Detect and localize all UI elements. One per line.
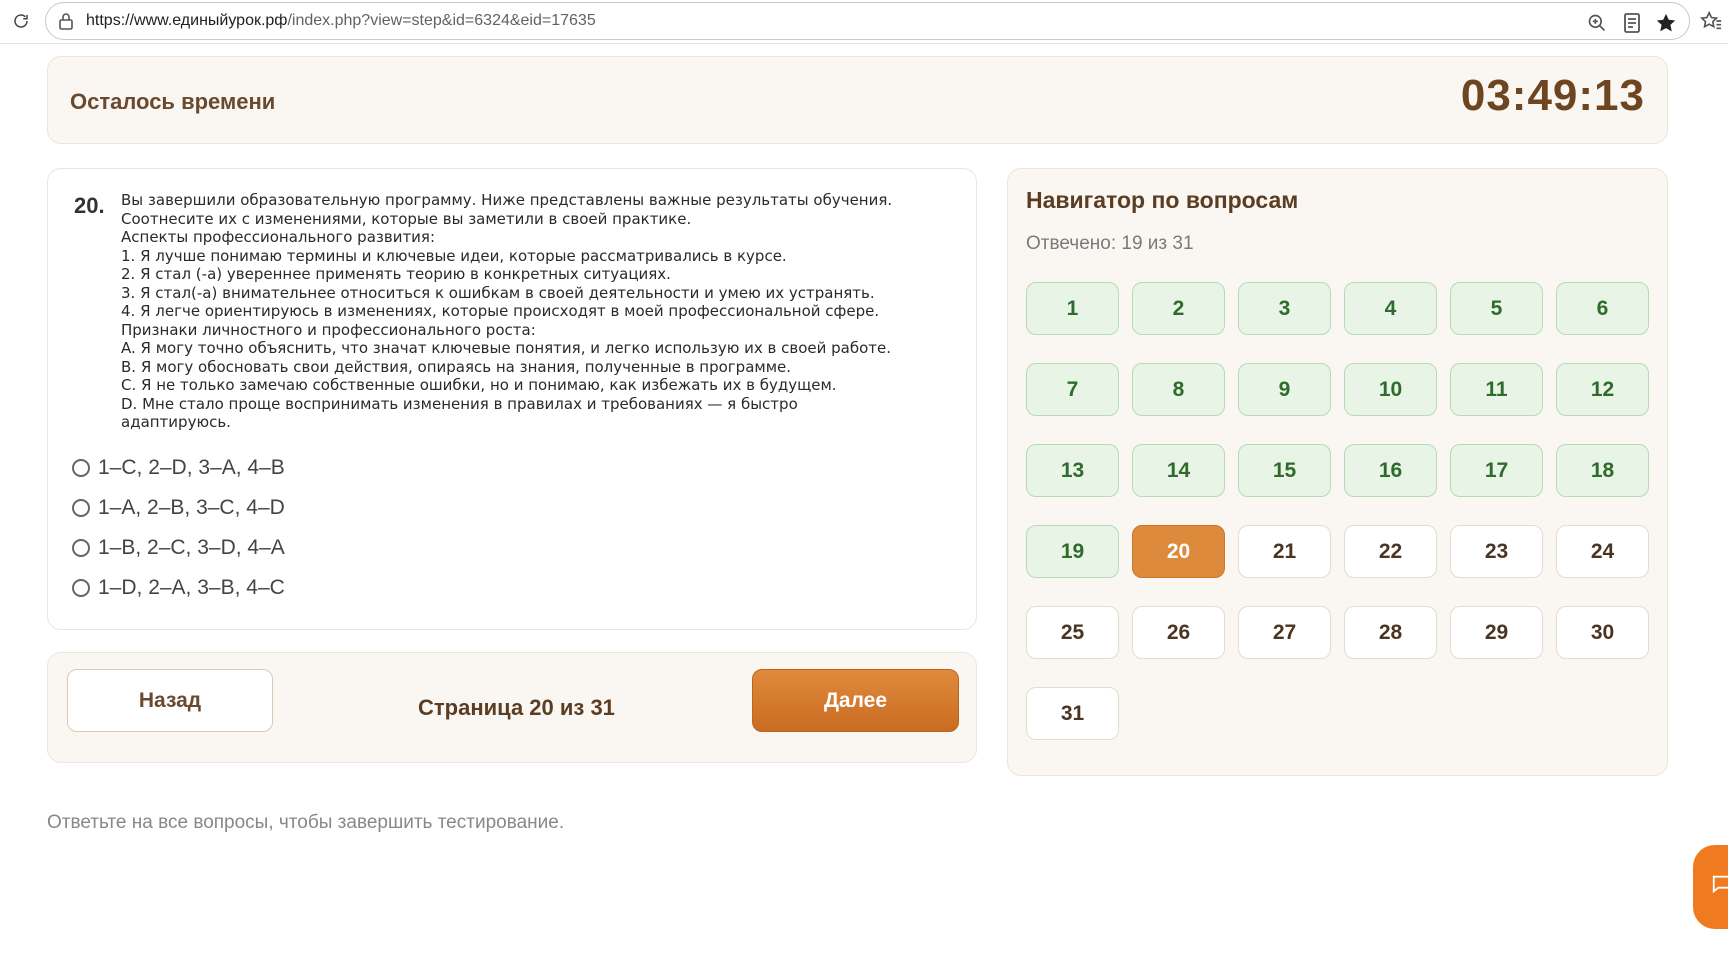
question-line: B. Я могу обосновать свои действия, опираясь на знания, полученные в программе.	[121, 357, 792, 376]
question-nav-button-2[interactable]: 2	[1132, 282, 1225, 335]
question-nav-button-26[interactable]: 26	[1132, 606, 1225, 659]
question-nav-button-7[interactable]: 7	[1026, 363, 1119, 416]
question-nav-button-9[interactable]: 9	[1238, 363, 1331, 416]
question-nav-button-4[interactable]: 4	[1344, 282, 1437, 335]
answer-option-4[interactable]	[72, 568, 285, 608]
question-line: адаптируюсь.	[121, 413, 231, 431]
question-nav-button-1[interactable]: 1	[1026, 282, 1119, 335]
star-icon[interactable]	[1655, 12, 1677, 34]
answer-option-1[interactable]	[72, 448, 285, 488]
question-nav-button-20[interactable]: 20	[1132, 525, 1225, 578]
question-nav-button-27[interactable]: 27	[1238, 606, 1331, 659]
browser-toolbar	[0, 0, 1728, 44]
question-line: 3. Я стал(-а) внимательнее относиться к ошибкам в своей деятельности и умею их устранять.	[121, 283, 875, 302]
question-nav-button-8[interactable]: 8	[1132, 363, 1225, 416]
question-line: Вы завершили образовательную программу. Ниже представлены важные результаты обучения.	[121, 191, 893, 209]
question-line: A. Я могу точно объяснить, что значат ключевые понятия, и легко использую их в своей работе.	[121, 339, 891, 357]
question-nav-button-24[interactable]: 24	[1556, 525, 1649, 578]
page-indicator: Страница 20 из 31	[418, 695, 615, 720]
question-nav-button-21[interactable]: 21	[1238, 525, 1331, 578]
chat-button[interactable]	[1693, 845, 1728, 929]
question-nav-button-19[interactable]: 19	[1026, 525, 1119, 578]
answer-option-2[interactable]	[72, 488, 285, 528]
question-nav-button-5[interactable]: 5	[1450, 282, 1543, 335]
timer-label: Осталось времени	[70, 89, 276, 114]
question-line: 2. Я стал (-а) увереннее применять теорию в конкретных ситуациях.	[121, 265, 671, 283]
question-text	[121, 191, 961, 432]
radio-button[interactable]	[72, 579, 90, 597]
answered-counter: Отвечено: 19 из 31	[1026, 233, 1194, 254]
lock-icon[interactable]	[58, 12, 76, 30]
question-line: Соотнесите их с изменениями, которые вы заметили в своей практике.	[121, 209, 692, 228]
question-line: 1. Я лучше понимаю термины и ключевые идеи, которые рассматривались в курсе.	[121, 246, 787, 265]
next-button[interactable]: Далее	[752, 669, 959, 732]
zoom-icon[interactable]	[1586, 12, 1608, 34]
answer-options	[72, 448, 285, 608]
question-nav-button-13[interactable]: 13	[1026, 444, 1119, 497]
footer-note: Ответьте на все вопросы, чтобы завершить тестирование.	[47, 812, 565, 833]
pager-panel	[47, 652, 977, 763]
question-nav-button-11[interactable]: 11	[1450, 363, 1543, 416]
timer-panel	[47, 56, 1668, 144]
question-nav-button-10[interactable]: 10	[1344, 363, 1437, 416]
answer-option-3[interactable]	[72, 528, 285, 568]
question-line: Признаки личностного и профессионального роста:	[121, 320, 536, 339]
answer-option-label: 1–C, 2–D, 3–A, 4–B	[98, 456, 285, 479]
url-path: /index.php?view=step&id=6324&eid=17635	[287, 12, 596, 29]
url-text[interactable]	[86, 12, 596, 30]
question-nav-button-31[interactable]: 31	[1026, 687, 1119, 740]
navigator-title: Навигатор по вопросам	[1026, 187, 1299, 213]
favorites-icon[interactable]	[1700, 10, 1722, 32]
reload-icon[interactable]	[10, 10, 32, 32]
question-nav-button-14[interactable]: 14	[1132, 444, 1225, 497]
radio-button[interactable]	[72, 499, 90, 517]
question-number: 20.	[74, 193, 105, 218]
radio-button[interactable]	[72, 539, 90, 557]
question-line: D. Мне стало проще воспринимать изменения в правилах и требованиях — я быстро	[121, 394, 798, 413]
question-nav-button-16[interactable]: 16	[1344, 444, 1437, 497]
radio-button[interactable]	[72, 459, 90, 477]
url-host: https://www.единыйурок.рф	[86, 12, 288, 29]
question-grid	[1026, 282, 1649, 740]
question-nav-button-17[interactable]: 17	[1450, 444, 1543, 497]
question-nav-button-3[interactable]: 3	[1238, 282, 1331, 335]
question-nav-button-28[interactable]: 28	[1344, 606, 1437, 659]
question-card	[47, 168, 977, 630]
question-navigator	[1007, 168, 1668, 776]
answer-option-label: 1–A, 2–B, 3–C, 4–D	[98, 496, 285, 519]
reader-icon[interactable]	[1621, 12, 1643, 34]
question-line: Аспекты профессионального развития:	[121, 228, 436, 246]
chat-icon	[1711, 873, 1728, 901]
answer-option-label: 1–B, 2–C, 3–D, 4–A	[98, 536, 285, 559]
question-nav-button-30[interactable]: 30	[1556, 606, 1649, 659]
question-line: 4. Я легче ориентируюсь в изменениях, которые происходят в моей профессиональной сфере.	[121, 302, 880, 320]
question-nav-button-6[interactable]: 6	[1556, 282, 1649, 335]
question-nav-button-12[interactable]: 12	[1556, 363, 1649, 416]
question-nav-button-15[interactable]: 15	[1238, 444, 1331, 497]
address-bar[interactable]	[45, 2, 1690, 40]
back-button[interactable]: Назад	[67, 669, 273, 732]
question-nav-button-23[interactable]: 23	[1450, 525, 1543, 578]
question-line: C. Я не только замечаю собственные ошибки, но и понимаю, как избежать их в будущем.	[121, 376, 837, 394]
question-nav-button-22[interactable]: 22	[1344, 525, 1437, 578]
question-nav-button-25[interactable]: 25	[1026, 606, 1119, 659]
answer-option-label: 1–D, 2–A, 3–B, 4–C	[98, 576, 285, 599]
question-nav-button-18[interactable]: 18	[1556, 444, 1649, 497]
question-nav-button-29[interactable]: 29	[1450, 606, 1543, 659]
timer-value: 03:49:13	[1460, 71, 1645, 120]
